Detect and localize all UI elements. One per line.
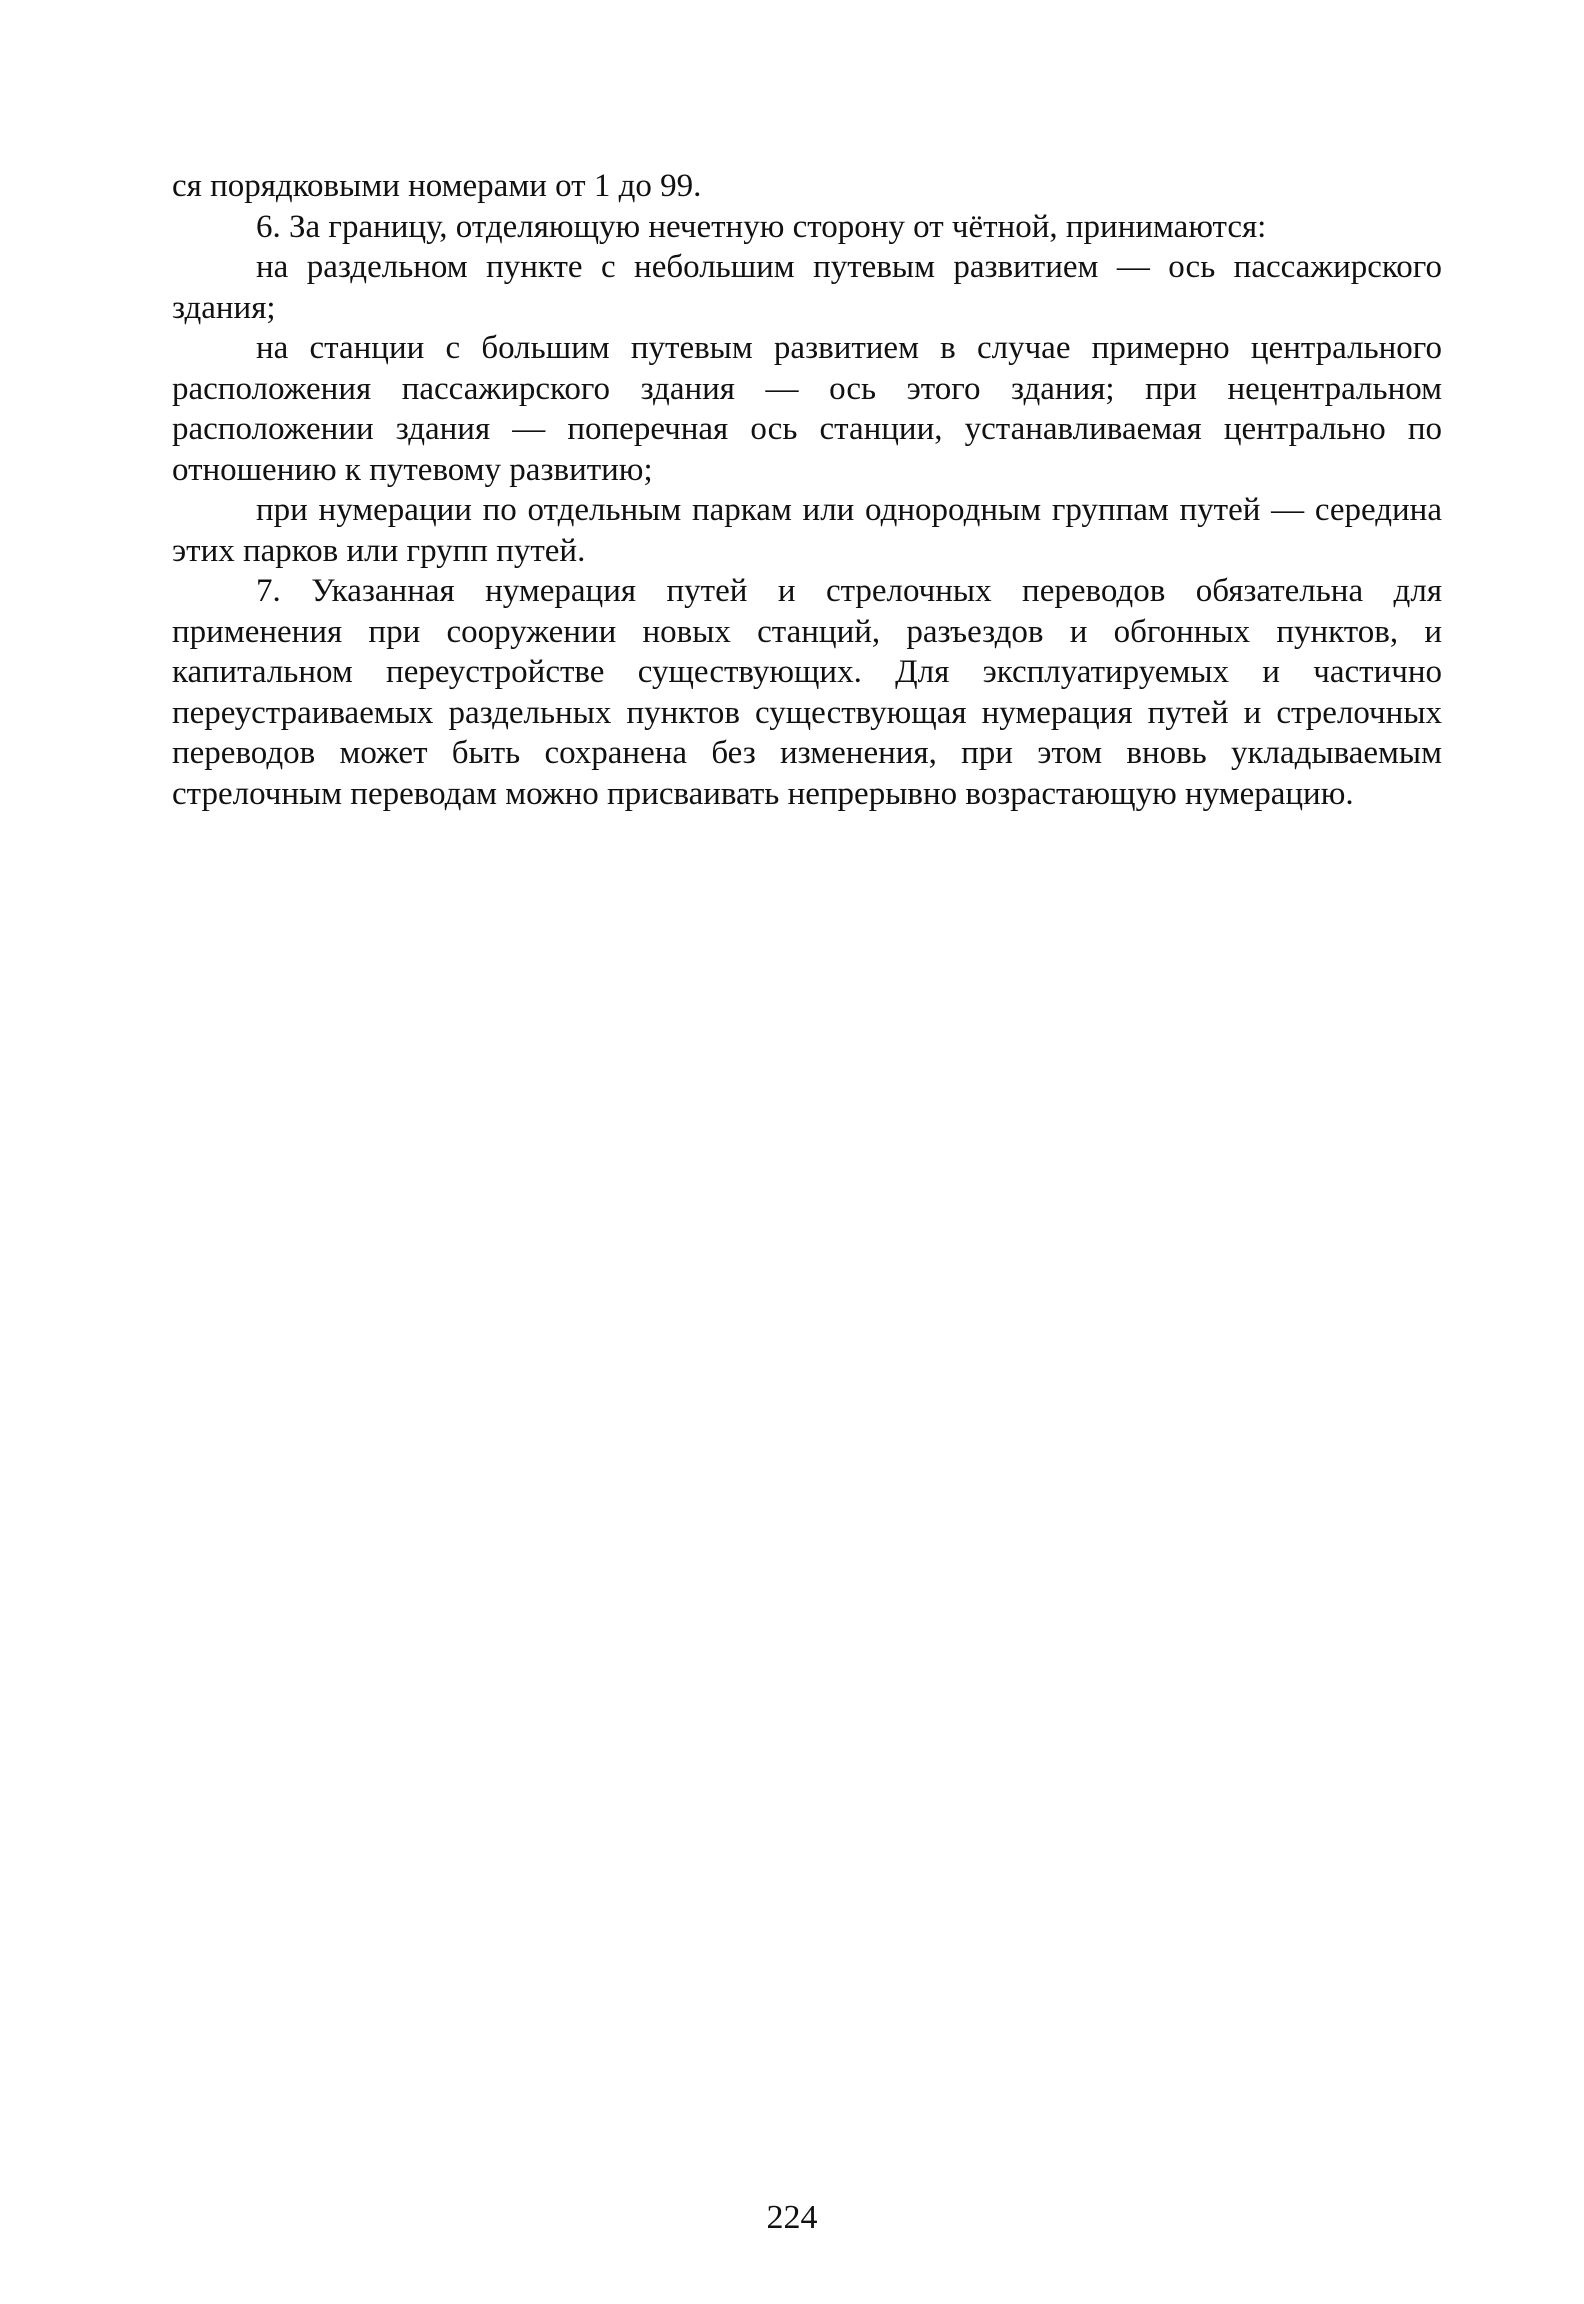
paragraph-small-station: на раздельном пункте с небольшим путевым развитием — ось пассажирского здания;: [172, 249, 1442, 326]
paragraph-item-6: 6. За границу, отделяющую нечетную сторону от чётной, принимаются:: [256, 208, 1267, 245]
paragraph-continuation: ся порядковыми номерами от 1 до 99.: [172, 168, 702, 204]
paragraph-large-station: на станции с большим путевым развитием в случае примерно центрального расположения пассажирского здания — ось этого здания; при нецентральном расположении здания — поперечная ось станции, устанавливаемая центрально по отношению к путевому развитию;: [172, 330, 1442, 488]
body-text: [172, 166, 1442, 814]
paragraph-item-7: 7. Указанная нумерация путей и стрелочных переводов обязательна для применения при сооружении новых станций, разъездов и обгонных пунктов, и капитальном переустройстве существующих. Для эксплуатируемых и частично переустраиваемых раздельных пунктов существующая нумерация путей и стрелочных переводов может быть сохранена без изменения, при этом вновь укладываемым стрелочным переводам можно присваивать непрерывно возрастающую нумерацию.: [172, 573, 1442, 812]
paragraph-park-numbering: при нумерации по отдельным паркам или однородным группам путей — середина этих парков или групп путей.: [172, 492, 1442, 569]
page-number: 224: [766, 2199, 818, 2236]
